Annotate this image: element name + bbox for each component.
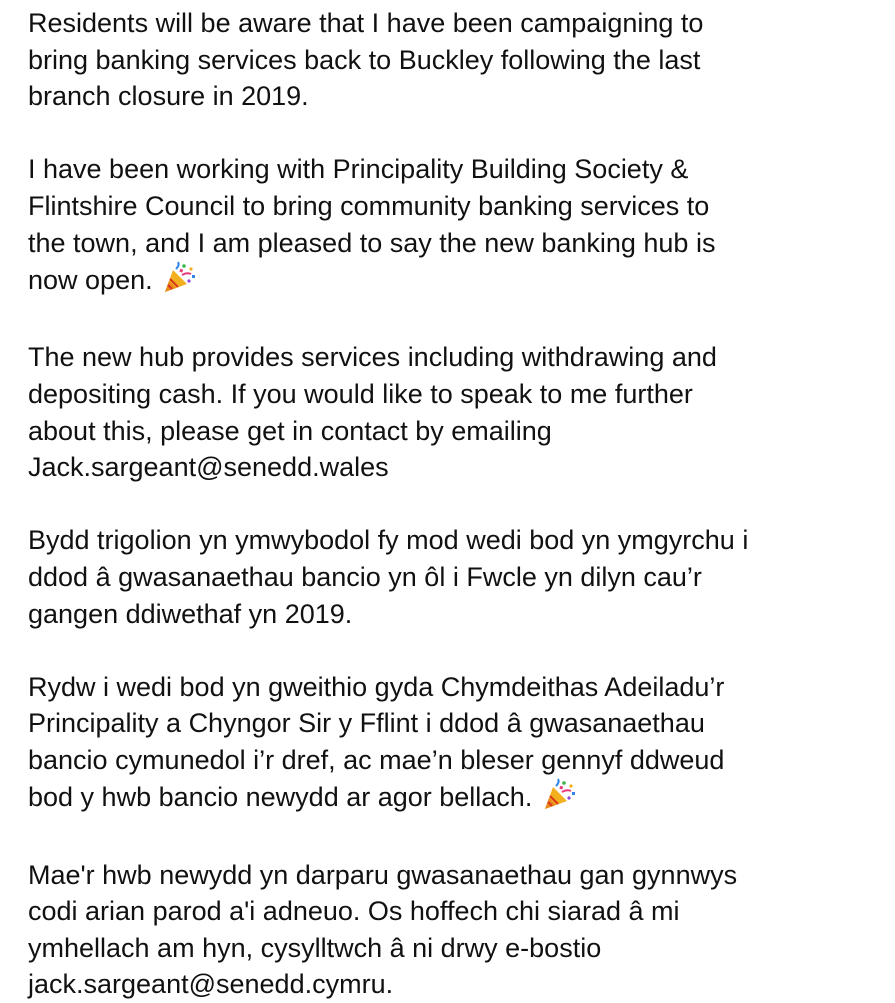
- text-line: Rydw i wedi bod yn gweithio gyda Chymdeithas Adeiladu’r: [28, 671, 725, 702]
- text-line-with-emoji: [28, 261, 888, 303]
- text-line: Bydd trigolion yn ymwybodol fy mod wedi bod yn ymgyrchu i: [28, 525, 749, 556]
- paragraph-en-intro: [28, 5, 888, 115]
- text-line: bancio cymunedol i’r dref, ac mae’n bleser gennyf ddweud: [28, 744, 725, 775]
- text-line: Residents will be aware that I have been campaigning to: [28, 8, 704, 38]
- text-line: about this, please get in contact by emailing: [28, 415, 552, 446]
- text-line: gangen ddiwethaf yn 2019.: [28, 598, 353, 629]
- text-line: bring banking services back to Buckley following the last: [28, 44, 701, 75]
- paragraph-cy-hub-open: [28, 669, 888, 820]
- paragraph-en-hub-open: [28, 151, 888, 302]
- paragraph-cy-intro: [28, 522, 888, 632]
- text-line: Mae'r hwb newydd yn darparu gwasanaethau gan gynnwys: [28, 859, 738, 890]
- text-line: Principality a Chyngor Sir y Fflint i ddod â gwasanaethau: [28, 708, 705, 739]
- text-line-with-emoji: [28, 778, 888, 820]
- text-line: the town, and I am pleased to say the new banking hub is: [28, 227, 716, 258]
- email-text: jack.sargeant@senedd.cymru.: [28, 969, 394, 1000]
- text-line: depositing cash. If you would like to speak to me further: [28, 378, 693, 409]
- text-line: Flintshire Council to bring community banking services to: [28, 190, 710, 221]
- paragraph-cy-services: [28, 857, 888, 1003]
- text-line: I have been working with Principality Building Society &: [28, 154, 689, 185]
- party-popper-icon: [162, 261, 196, 303]
- text-line: now open.: [28, 265, 153, 296]
- text-line: bod y hwb bancio newydd ar agor bellach.: [28, 782, 533, 813]
- text-line: codi arian parod a'i adneuo. Os hoffech chi siarad â mi: [28, 896, 680, 927]
- paragraph-en-services: [28, 339, 888, 485]
- text-line: branch closure in 2019.: [28, 81, 309, 112]
- text-line: ddod â gwasanaethau bancio yn ôl i Fwcle yn dilyn cau’r: [28, 561, 702, 592]
- text-line: ymhellach am hyn, cysylltwch â ni drwy e-bostio: [28, 932, 602, 963]
- post-body: [28, 5, 888, 1003]
- party-popper-icon: [542, 778, 576, 820]
- text-line: The new hub provides services including withdrawing and: [28, 342, 717, 373]
- email-text: Jack.sargeant@senedd.wales: [28, 452, 389, 483]
